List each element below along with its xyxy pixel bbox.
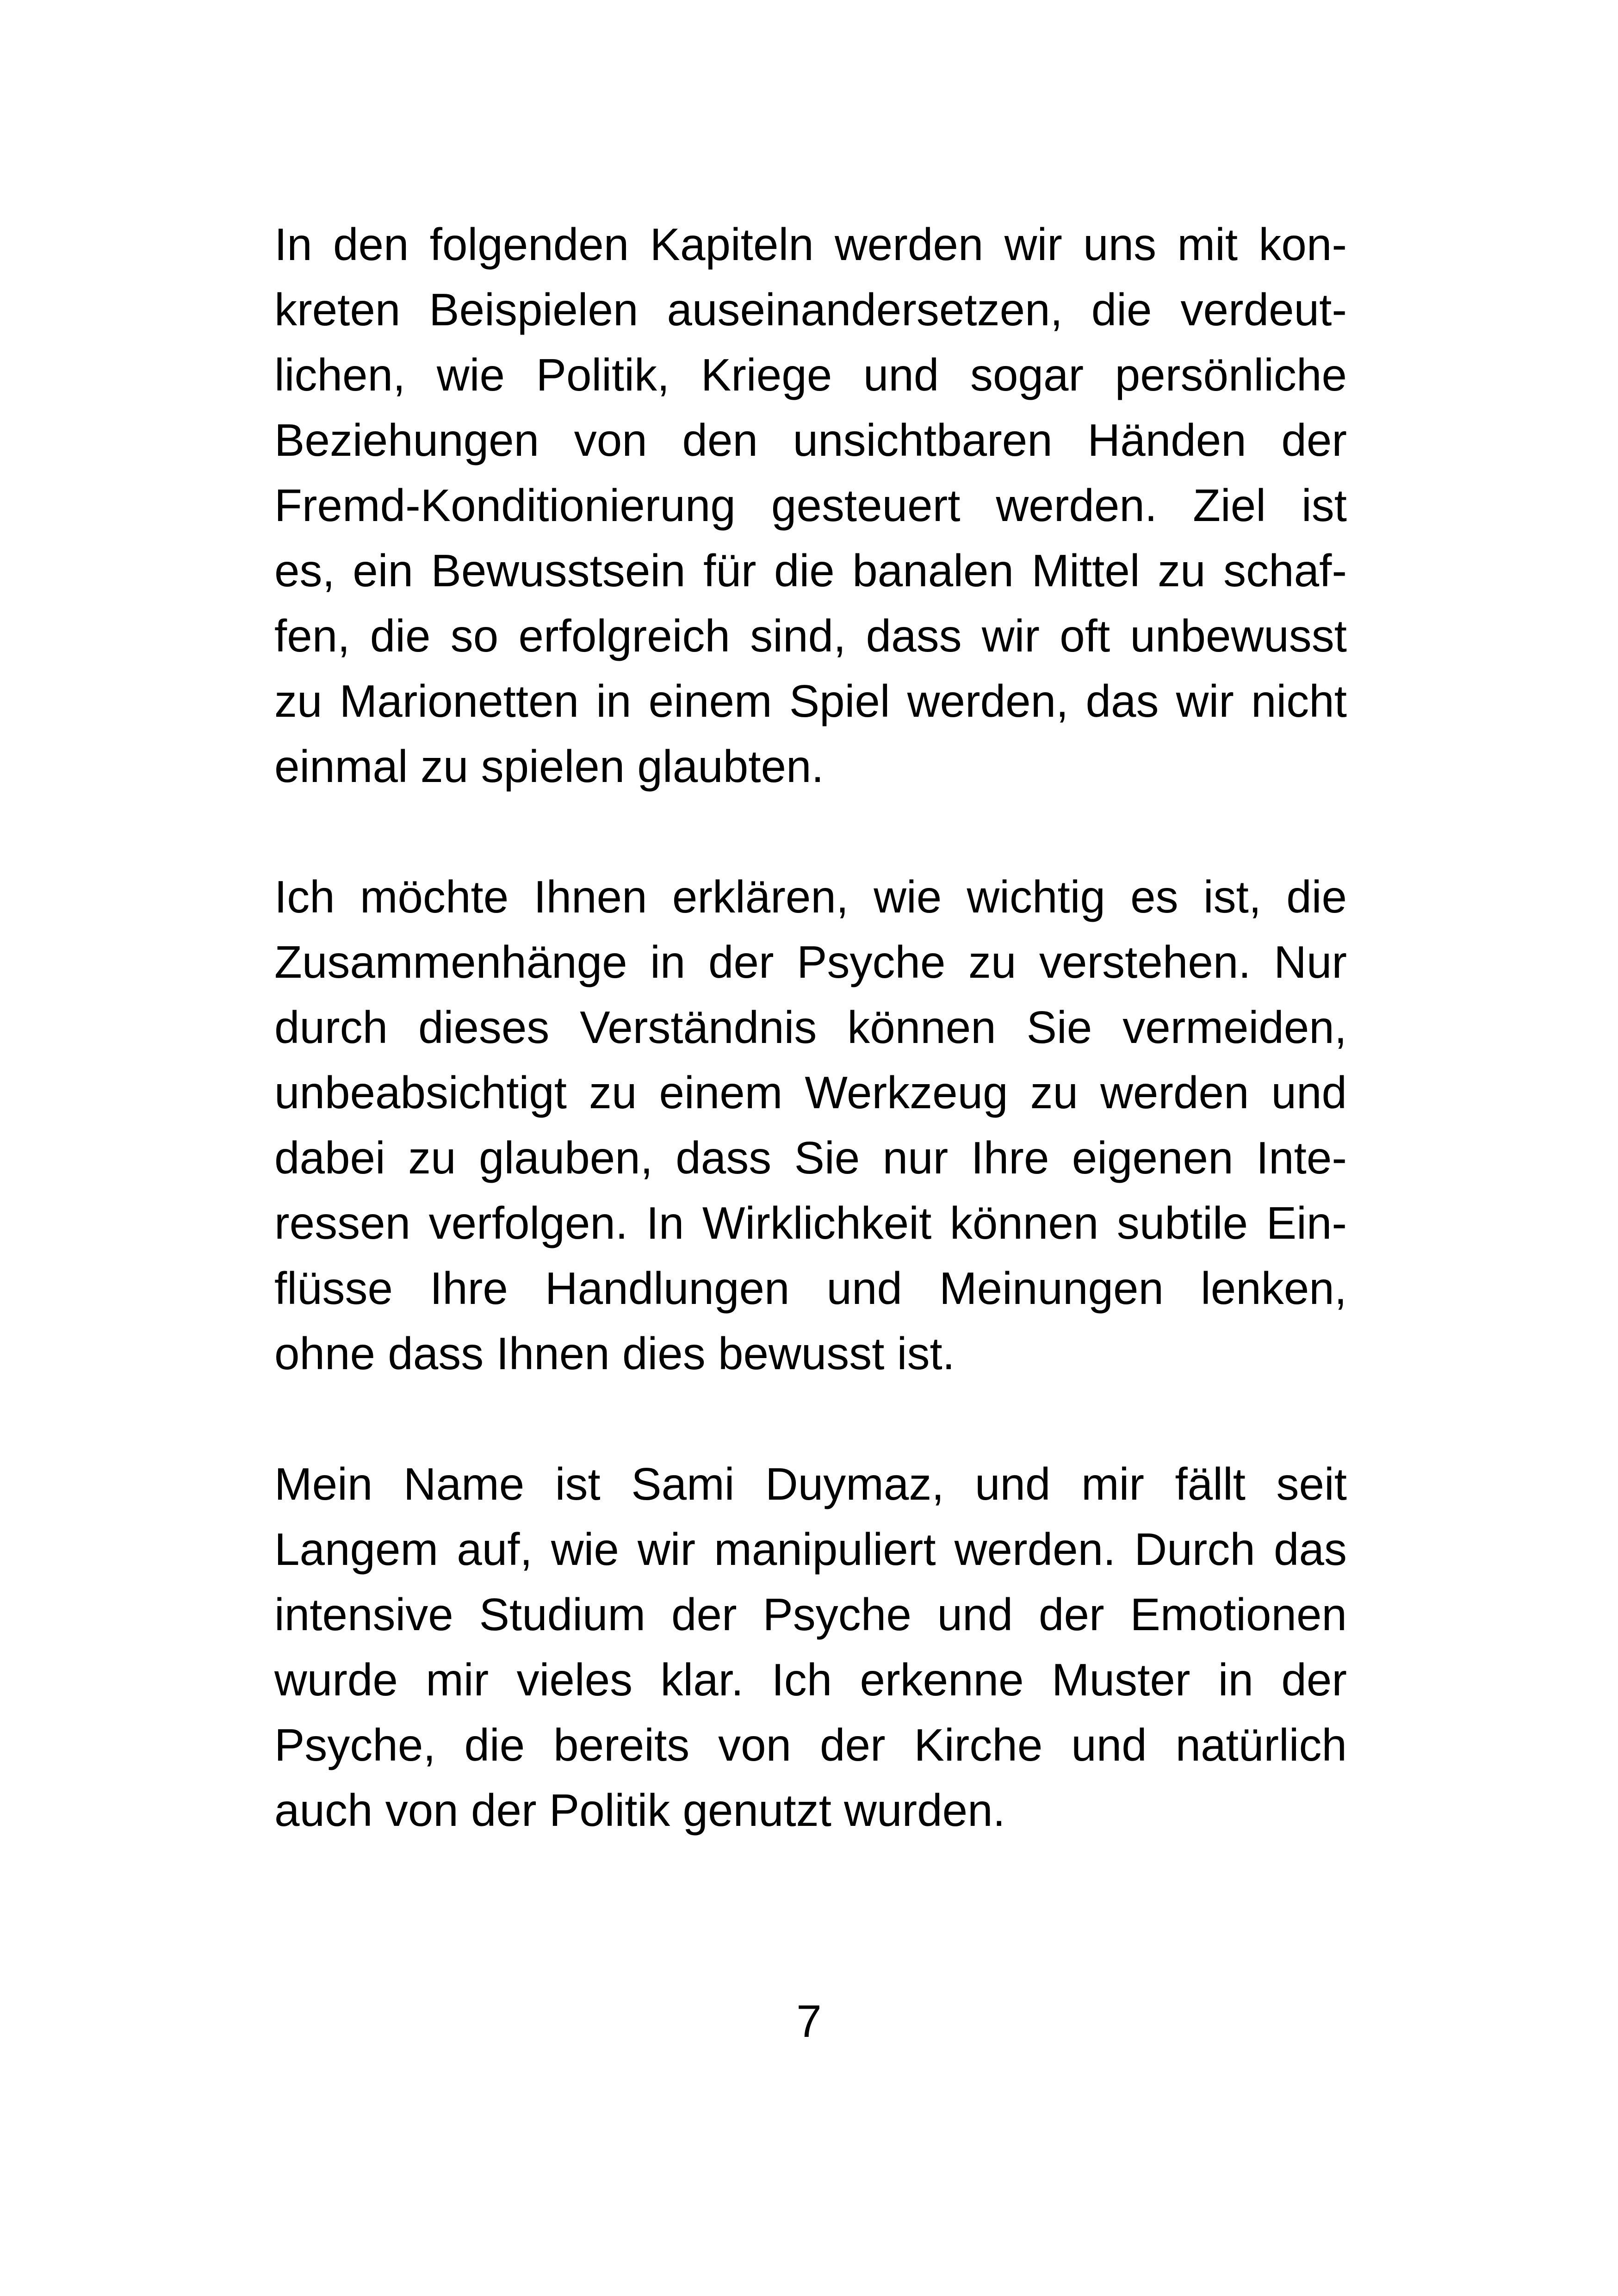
text-line: auch von der Politik genutzt wurden. — [274, 1785, 1005, 1836]
text-line: durch dieses Verständnis können Sie vermeiden, — [274, 1002, 1347, 1053]
paragraph-2 — [274, 864, 1347, 1386]
text-line: kreten Beispielen auseinandersetzen, die verdeut- — [274, 284, 1347, 335]
text-line: Fremd-Konditionierung gesteuert werden. Ziel ist — [274, 480, 1347, 531]
body-text — [274, 212, 1347, 1843]
text-line: Mein Name ist Sami Duymaz, und mir fällt seit — [274, 1458, 1347, 1509]
text-line: Beziehungen von den unsichtbaren Händen der — [274, 415, 1347, 465]
text-line: wurde mir vieles klar. Ich erkenne Muster in der — [274, 1654, 1347, 1705]
text-line: flüsse Ihre Handlungen und Meinungen lenken, — [274, 1263, 1347, 1314]
text-line: unbeabsichtigt zu einem Werkzeug zu werden und — [274, 1067, 1347, 1118]
text-line: einmal zu spielen glaubten. — [274, 741, 824, 792]
page-number: 7 — [796, 1996, 822, 2047]
paragraph-1 — [274, 212, 1347, 799]
text-line: Psyche, die bereits von der Kirche und natürlich — [274, 1719, 1347, 1770]
text-line: dabei zu glauben, dass Sie nur Ihre eigenen Inte- — [274, 1132, 1347, 1183]
text-line: fen, die so erfolgreich sind, dass wir oft unbewusst — [274, 610, 1347, 661]
paragraph-gap — [274, 799, 1347, 864]
text-line: ohne dass Ihnen dies bewusst ist. — [274, 1328, 955, 1379]
text-line: intensive Studium der Psyche und der Emotionen — [274, 1589, 1347, 1640]
text-line: ressen verfolgen. In Wirklichkeit können subtile Ein- — [274, 1198, 1347, 1248]
text-line: lichen, wie Politik, Kriege und sogar persönliche — [274, 349, 1347, 400]
text-line: In den folgenden Kapiteln werden wir uns mit kon- — [274, 219, 1347, 270]
text-line: Langem auf, wie wir manipuliert werden. Durch das — [274, 1524, 1347, 1575]
text-line: es, ein Bewusstsein für die banalen Mittel zu schaf- — [274, 545, 1347, 596]
paragraph-3 — [274, 1452, 1347, 1843]
text-line: Zusammenhänge in der Psyche zu verstehen. Nur — [274, 937, 1347, 987]
paragraph-gap — [274, 1386, 1347, 1452]
text-line: Ich möchte Ihnen erklären, wie wichtig es ist, die — [274, 871, 1347, 922]
text-line: zu Marionetten in einem Spiel werden, das wir nicht — [274, 676, 1347, 726]
